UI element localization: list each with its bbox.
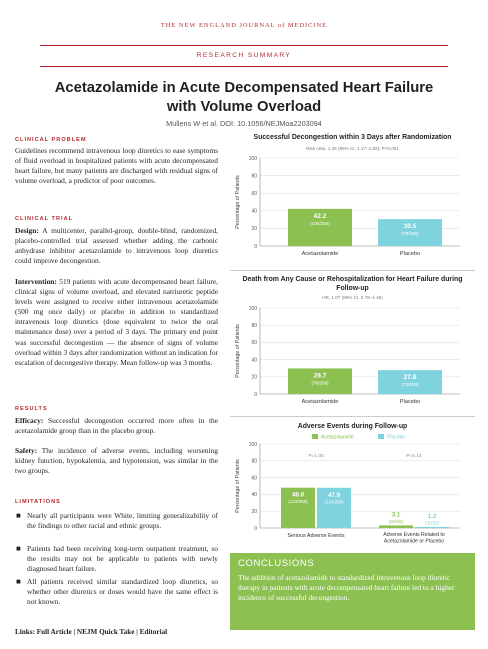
chart2-value-label: 29.7 [313, 372, 327, 380]
chart-separator [230, 416, 475, 417]
full-article-link[interactable]: Full Article [36, 628, 72, 636]
chart3-svg [230, 432, 475, 550]
efficacy-paragraph [15, 416, 218, 436]
chart3-count-label: (124/259) [324, 499, 344, 505]
chart3-ytick-label: 80 [251, 458, 257, 465]
safety-label: Safety: [15, 446, 38, 455]
chart3-group-label: Serious Adverse Events [287, 533, 345, 539]
chart3-value-label: 48.0 [291, 491, 305, 499]
intervention-label: Intervention: [15, 277, 57, 286]
chart3-ytick-label: 60 [251, 475, 257, 482]
chart3-bar [415, 527, 449, 528]
chart1-ytick-label: 60 [251, 191, 257, 197]
chart1-title: Successful Decongestion within 3 Days after Randomization [253, 134, 452, 141]
chart3-ylabel: Percentage of Patients [235, 459, 241, 513]
limitation-text: All patients received similar standardized loop diuretics, so whether other diuretics or doses would have the same effect is not known. [27, 577, 218, 607]
chart3-group-label-line: Adverse Events Related to [383, 532, 445, 538]
conclusions-text: The addition of acetazolamide to standardized intravenous loop diuretic therapy in patients with acute decompensated heart failure led to a higher incidence of successful decongestion. [238, 573, 455, 602]
chart3-count-label: (8/256) [388, 518, 404, 524]
clinical-problem-text: Guidelines recommend intravenous loop diuretics to ease symptoms of fluid overload in hospitalized patients with acute decompensated heart failure, but many patients are discharged with residual signs of volume overload, a predictor of poor outcomes. [15, 146, 218, 186]
chart1-category-label: Acetazolamide [301, 251, 339, 257]
chart2-ytick-label: 60 [251, 340, 257, 347]
limitation-text: Patients had been receiving long-term outpatient treatment, so the results may not be applicable to patients with newly diagnosed heart failure. [27, 544, 218, 574]
limitation-item [15, 511, 218, 531]
chart1-count-label: (108/256) [310, 220, 330, 226]
intervention-text: 519 patients with acute decompensated heart failure, clinical signs of volume overload, and elevated natriuretic peptide levels were assigned to receive either intravenous acetazolamide (500 mg once daily) or placebo in addition to standardized intravenous loop diuretics (dose equivalent to twice the oral maintenance dose) over a period of 3 days. The primary end point was successful decongestion — the absence of signs of volume overload within 3 days after randomization without an indication for escalation of decongestive therapy. Mean follow-up was 3 months. [15, 277, 218, 367]
chart3-title: Adverse Events during Follow-up [297, 423, 408, 430]
section-band: RESEARCH SUMMARY [196, 52, 292, 59]
chart2-ytick-label: 80 [251, 323, 257, 329]
chart1-value-label: 42.2 [313, 212, 327, 220]
chart1-ytick-label: 80 [251, 173, 257, 180]
link-separator: | [73, 628, 76, 636]
link-separator: | [136, 628, 138, 636]
chart3-count-label: (3/259) [424, 520, 440, 526]
chart1-ytick-label: 100 [248, 155, 257, 162]
safety-text: The incidence of adverse events, including worsening kidney function, hypokalemia, and hypotension, was similar in the two groups. [15, 446, 218, 476]
chart3-ytick-label: 20 [251, 509, 257, 515]
chart-separator [230, 270, 475, 271]
bullet-icon: ■ [16, 511, 21, 520]
chart2-subtitle: HR, 1.07 (95% CI, 0.78–1.48) [322, 295, 383, 300]
efficacy-text: Successful decongestion occurred more often in the acetazolamide group than in the placebo group. [15, 416, 218, 436]
chart1-ytick-label: 40 [251, 208, 257, 215]
design-paragraph [15, 226, 218, 266]
chart2-svg [230, 302, 475, 414]
design-text: A multicenter, parallel-group, double-blind, randomized, placebo-controlled trial assessed whether adding the carbonic anhydrase inhibitor acetazolamide to intravenous loop diuretics could improve decongestion. [15, 226, 218, 266]
chart3-pvalue: P=0.14 [406, 454, 422, 459]
chart1-subtitle: Risk ratio, 1.46 (95% CI, 1.17–1.82); P<0.001 [306, 146, 399, 151]
chart3-bar [379, 525, 413, 528]
chart3-ytick-label: 100 [248, 441, 257, 448]
chart3-group-label-line: Acetazolamide or Placebo [383, 538, 445, 545]
journal-name: THE NEW ENGLAND JOURNAL of MEDICINE [160, 22, 328, 29]
chart1-ytick-label: 0 [254, 243, 257, 250]
limitation-text: Nearly all participants were White, limiting generalizability of the findings to other racial and ethnic groups. [27, 511, 218, 531]
chart3-group-label [383, 532, 445, 545]
links-prefix: Links: [15, 628, 35, 636]
chart1-svg [230, 152, 475, 268]
chart3-legend-label: Placebo [387, 434, 406, 441]
chart2-title: Death from Any Cause or Rehospitalization for Heart Failure during Follow-up [242, 276, 463, 292]
chart3-legend-swatch [312, 434, 318, 439]
chart3-ytick-label: 0 [254, 525, 257, 532]
safety-paragraph [15, 446, 218, 476]
chart2-ytick-label: 40 [251, 357, 257, 364]
chart2-count-label: (72/259) [401, 382, 419, 388]
chart3-value-label: 1.2 [427, 512, 437, 520]
conclusions-box [230, 553, 475, 630]
limitations-heading: LIMITATIONS [15, 499, 61, 505]
chart2-ytick-label: 100 [248, 305, 257, 312]
quick-take-link[interactable]: NEJM Quick Take [76, 628, 135, 636]
chart3-pvalue: P=1.00 [308, 454, 324, 459]
title-line-1: Acetazolamide in Acute Decompensated Heart Failure [54, 80, 434, 96]
intervention-paragraph [15, 277, 218, 368]
top-rule [40, 45, 448, 46]
page-title [20, 79, 468, 117]
design-label: Design: [15, 226, 39, 235]
chart1-ylabel: Percentage of Patients [235, 175, 241, 229]
efficacy-label: Efficacy: [15, 416, 44, 425]
chart3-legend-swatch [378, 434, 384, 439]
chart1-category-label: Placebo [399, 251, 421, 257]
chart3-value-label: 47.9 [327, 491, 341, 499]
chart2-ytick-label: 20 [251, 374, 257, 381]
chart2-value-label: 27.8 [403, 374, 417, 382]
byline: Mullens W et al. DOI: 10.1056/NEJMoa2203094 [166, 119, 322, 128]
chart1-value-label: 30.5 [403, 223, 417, 231]
results-heading: RESULTS [15, 406, 48, 412]
links-bar [15, 628, 167, 636]
band-rule [40, 66, 448, 67]
editorial-link[interactable]: Editorial [139, 628, 168, 636]
conclusions-heading: CONCLUSIONS [238, 558, 315, 569]
chart2-ytick-label: 0 [254, 391, 257, 398]
bullet-icon: ■ [16, 577, 21, 586]
clinical-problem-heading: CLINICAL PROBLEM [15, 137, 87, 143]
bullet-icon: ■ [16, 544, 21, 553]
chart3-ytick-label: 40 [251, 492, 257, 499]
title-line-2: with Volume Overload [166, 99, 322, 115]
chart2-ylabel: Percentage of Patients [235, 324, 241, 378]
chart2-category-label: Acetazolamide [301, 399, 339, 405]
clinical-trial-heading: CLINICAL TRIAL [15, 216, 74, 222]
chart3-value-label: 3.1 [391, 511, 401, 519]
chart2-count-label: (76/256) [311, 380, 329, 386]
chart1-ytick-label: 20 [251, 226, 257, 233]
limitation-item [15, 577, 218, 607]
chart2-category-label: Placebo [399, 399, 421, 405]
chart1-count-label: (79/259) [401, 231, 419, 237]
chart3-count-label: (123/256) [288, 499, 308, 505]
limitation-item [15, 544, 218, 574]
chart3-legend-label: Acetazolamide [321, 434, 354, 441]
